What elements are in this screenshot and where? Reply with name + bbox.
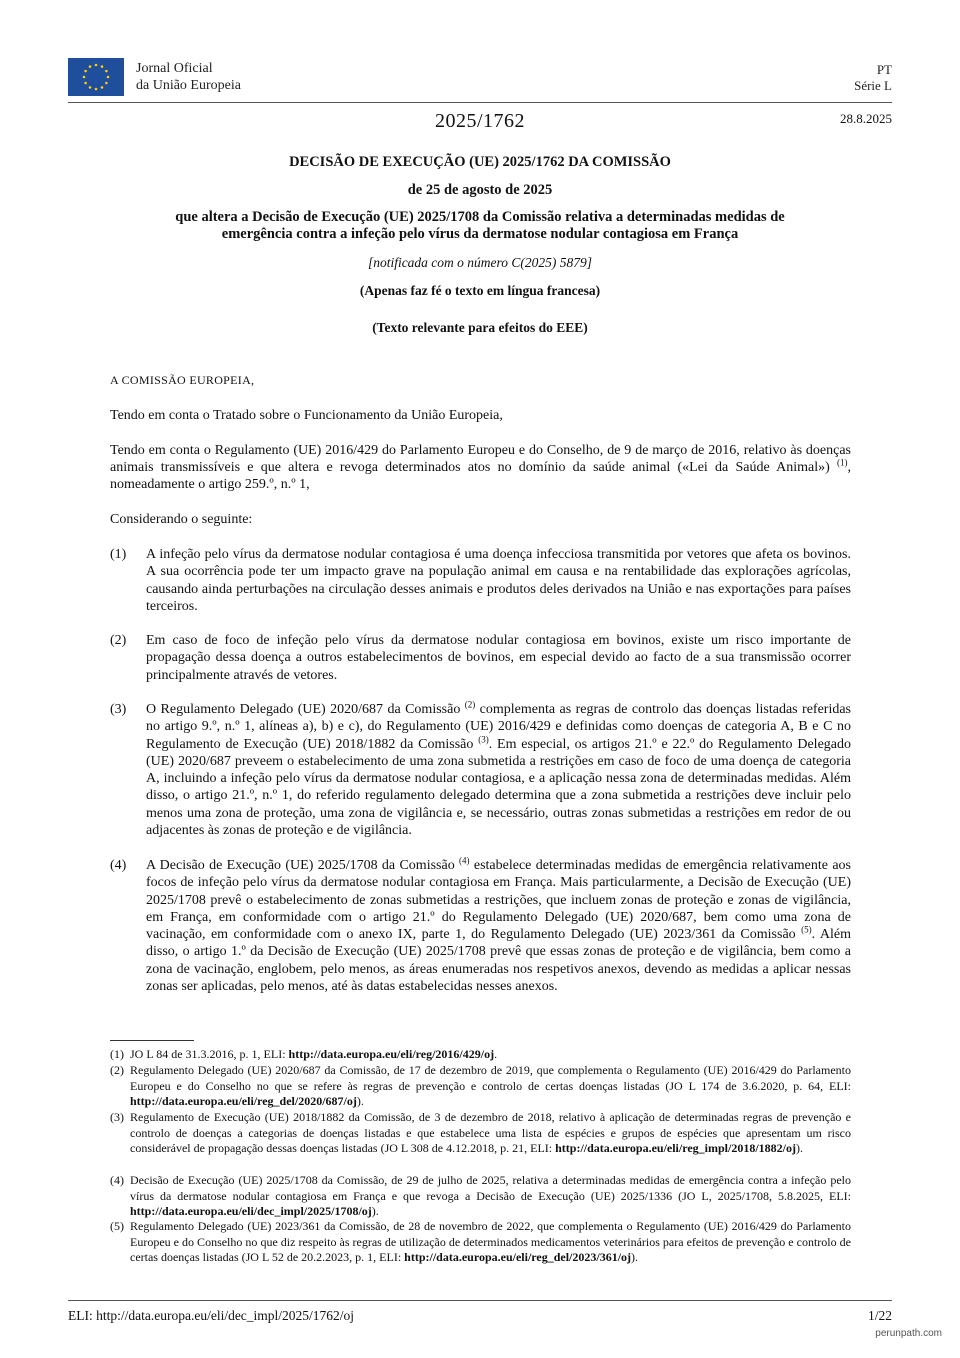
footer-divider (68, 1300, 892, 1301)
star-icon (89, 86, 92, 89)
footnote-body: Regulamento Delegado (UE) 2023/361 da Comissão, de 28 de novembro de 2022, que complementa o Regulamento (UE) 2016/429 do Parlamento Europeu e do Conselho no que diz respeito às regras de utilização de determinados medicamentos veterinários para efeitos de prevenção e controlo de certas doenças listadas (JO L 52 de 20.2.2023, p. 1, ELI: (130, 1219, 851, 1264)
recital-3-part2: complementa as regras de controlo das doenças listadas referidas no artigo 9.º, n.º 1, alíneas a), b) e c), do Regulamento (UE) 2016/429 e definidas como doenças de categoria A, B e C no Regulamento de Execução (UE) 2018/1882 da Comissão (146, 702, 851, 752)
star-icon (83, 76, 86, 79)
footnote-ref-2[interactable]: (2) (464, 699, 476, 710)
decision-date: de 25 de agosto de 2025 (407, 182, 553, 198)
footnote-number: (3) (110, 1110, 124, 1124)
footnote-number: (5) (110, 1219, 124, 1233)
star-icon (95, 88, 98, 91)
footnote-text (130, 1063, 851, 1110)
eu-flag-icon (68, 58, 124, 96)
star-icon (84, 70, 87, 73)
document-number: 2025/1762 (434, 110, 526, 132)
footnote-eli-link[interactable]: http://data.europa.eu/eli/dec_impl/2025/1708/oj (130, 1204, 372, 1218)
regulation-citation (110, 442, 851, 494)
regulation-citation-text: Tendo em conta o Regulamento (UE) 2016/429 do Parlamento Europeu e do Conselho, de 9 de março de 2016, relativo às doenças animais transmissíveis e que altera e revoga determinados atos no domínio da saúde animal («Lei da Saúde Animal») (110, 443, 851, 476)
footnote-end: ). (356, 1094, 364, 1108)
publication-date: 28.8.2025 (840, 111, 892, 126)
footnote-body: Regulamento Delegado (UE) 2020/687 da Comissão, de 17 de dezembro de 2019, que complementa o Regulamento (UE) 2016/429 do Parlamento Europeu e do Conselho no que se refere às regras de prevenção e controlo de certas doenças listadas (JO L 174 de 3.6.2020, p. 64, ELI: (130, 1063, 851, 1093)
footnote-text (130, 1173, 851, 1220)
journal-name-line1: Jornal Oficial (136, 61, 213, 76)
recital-text: A infeção pelo vírus da dermatose nodular contagiosa é uma doença infecciosa transmitida por vetores que afeta os bovinos. A sua ocorrência pode ter um impacto grave na população animal em causa e na rentabilidade das explorações agrícolas, causando ainda perturbações na circulação desses animais e produtos deles derivados na União e nas exportações para países terceiros. (146, 547, 851, 614)
recital-3-part1: O Regulamento Delegado (UE) 2020/687 da Comissão (146, 702, 465, 717)
star-icon (84, 82, 87, 85)
journal-header (68, 56, 892, 100)
recital-text (146, 701, 851, 839)
decision-title: DECISÃO DE EXECUÇÃO (UE) 2025/1762 DA COMISSÃO (289, 154, 671, 170)
footnote-body: Regulamento de Execução (UE) 2018/1882 da Comissão, de 3 de dezembro de 2018, relativo à aplicação de determinadas regras de prevenção e controlo de doenças a categorias de doenças listadas e que estabelece uma lista de espécies e grupos de espécies que apresentam um risco considerável de propagação dessas doenças listadas (JO L 308 de 4.12.2018, p. 21, ELI: (130, 1110, 851, 1155)
treaty-citation: Tendo em conta o Tratado sobre o Funcionamento da União Europeia, (110, 408, 503, 423)
footnote-number: (4) (110, 1173, 124, 1187)
footnote-number: (1) (110, 1047, 124, 1061)
language-code: PT (876, 62, 892, 77)
watermark: perunpath.com (875, 1328, 942, 1339)
recital-number: (1) (110, 547, 127, 562)
footnote-eli-link[interactable]: http://data.europa.eu/eli/reg_del/2020/687/oj (130, 1094, 357, 1108)
regulation-citation-end: , nomeadamente o artigo 259.º, n.º 1, (110, 460, 851, 493)
recital-text: Em caso de foco de infeção pelo vírus da dermatose nodular contagiosa em bovinos, existe um risco importante de propagação dessa doença a outros estabelecimentos de bovinos, em especial devido ao facto de a sua transmissão ocorrer principalmente através de vetores. (146, 633, 851, 683)
page-number: 1/22 (867, 1308, 892, 1323)
footnote-body: Decisão de Execução (UE) 2025/1708 da Comissão, de 29 de julho de 2025, relativa a determinadas medidas de emergência contra a infeção pelo vírus da dermatose nodular contagiosa em França e que revoga a Decisão de Execução (UE) 2025/1336 (JO L, 2025/1708, 5.8.2025, ELI: (130, 1173, 851, 1203)
series-info (854, 62, 892, 94)
footnote-number: (2) (110, 1063, 124, 1077)
footnote-ref-5[interactable]: (5) (801, 924, 812, 935)
footnote-body: JO L 84 de 31.3.2016, p. 1, ELI: (130, 1047, 289, 1061)
star-icon (89, 65, 92, 68)
footnote-end: ). (796, 1141, 803, 1155)
decision-subject: que altera a Decisão de Execução (UE) 2025/1708 da Comissão relativa a determinadas medidas de emergência contra a infeção pelo vírus da dermatose nodular contagiosa em França (175, 209, 785, 242)
considering-heading: Considerando o seguinte: (110, 512, 253, 527)
star-icon (95, 64, 98, 67)
star-icon (105, 82, 108, 85)
authentic-language-note: (Apenas faz fé o texto em língua francesa) (359, 283, 601, 298)
footnote-divider (110, 1040, 194, 1041)
footnote-ref-3[interactable]: (3) (478, 733, 489, 744)
star-icon (101, 86, 104, 89)
recital-number: (4) (110, 858, 127, 873)
footnote-eli-link[interactable]: http://data.europa.eu/eli/reg_del/2023/361/oj (404, 1250, 632, 1264)
series-label: Série L (854, 78, 892, 93)
footnote-eli-link[interactable]: http://data.europa.eu/eli/reg/2016/429/oj (288, 1047, 495, 1061)
footnote-ref-4[interactable]: (4) (459, 855, 470, 866)
recital-4-part1: A Decisão de Execução (UE) 2025/1708 da Comissão (146, 858, 460, 873)
footnote-eli-link[interactable]: http://data.europa.eu/eli/reg_impl/2018/1882/oj (555, 1141, 796, 1155)
notification-number: [notificada com o número C(2025) 5879] (367, 255, 593, 270)
recital-number: (2) (110, 633, 127, 648)
footnote-end: . (494, 1047, 498, 1061)
recital-text (146, 857, 851, 995)
header-divider (68, 102, 892, 103)
recital-3-part3: . Em especial, os artigos 21.º e 22.º do Regulamento Delegado (UE) 2020/687 preveem o estabelecimento de uma zona submetida a restrições em caso de foco de uma doença de categoria A, incluindo a infeção pelo vírus da dermatose nodular contagiosa, e a aplicação nessa zona de determinadas medidas. Além disso, o artigo 21.º, n.º 1, do referido regulamento delegado determina que a zona submetida a restrições deve incluir pelo menos uma zona de proteção, uma zona de vigilância e, se necessário, outras zonas submetidas a restrições em redor de ou adjacentes às zonas de proteção e de vigilância. (146, 736, 852, 839)
recital-4-part3: . Além disso, o artigo 1.º da Decisão de Execução (UE) 2025/1708 prevê que essas zonas de proteção e de vigilância, bem como a zona de vacinação, englobem, pelo menos, as áreas enumeradas nos respetivos anexos, devendo as medidas a aplicar nessas zonas ser aplicadas, pelo menos, até às datas estabelecidas nesses anexos. (146, 927, 851, 995)
footnote-ref-1[interactable]: (1) (837, 457, 848, 468)
footnote-text (130, 1219, 851, 1266)
footnote-text (130, 1047, 851, 1063)
footnote-end: ). (631, 1250, 639, 1264)
journal-name (136, 60, 241, 94)
star-icon (105, 70, 108, 73)
recital-number: (3) (110, 702, 127, 717)
star-icon (107, 76, 110, 79)
recital-4-part2: estabelece determinadas medidas de emergência relativamente aos focos de infeção pelo vírus da dermatose nodular contagiosa em França. Mais particularmente, a Decisão de Execução (UE) 2025/1708 prevê o estabelecimento de zonas submetidas a restrições, que incluem zonas de proteção e zonas de vigilância, em França, em conformidade com o artigo 21.º do Regulamento Delegado (UE) 2020/687, bem como uma zona de vacinação, em conformidade com o anexo IX, parte 1, do Regulamento Delegado (UE) 2023/361 da Comissão (146, 858, 851, 943)
footer-eli-link[interactable]: ELI: http://data.europa.eu/eli/dec_impl/2025/1762/oj (68, 1308, 355, 1323)
eea-relevance-note: (Texto relevante para efeitos do EEE) (372, 320, 588, 335)
star-icon (101, 65, 104, 68)
commission-heading: A COMISSÃO EUROPEIA, (110, 373, 255, 387)
footnote-text (130, 1110, 851, 1157)
journal-name-line2: da União Europeia (136, 78, 241, 93)
footnote-end: ). (371, 1204, 379, 1218)
